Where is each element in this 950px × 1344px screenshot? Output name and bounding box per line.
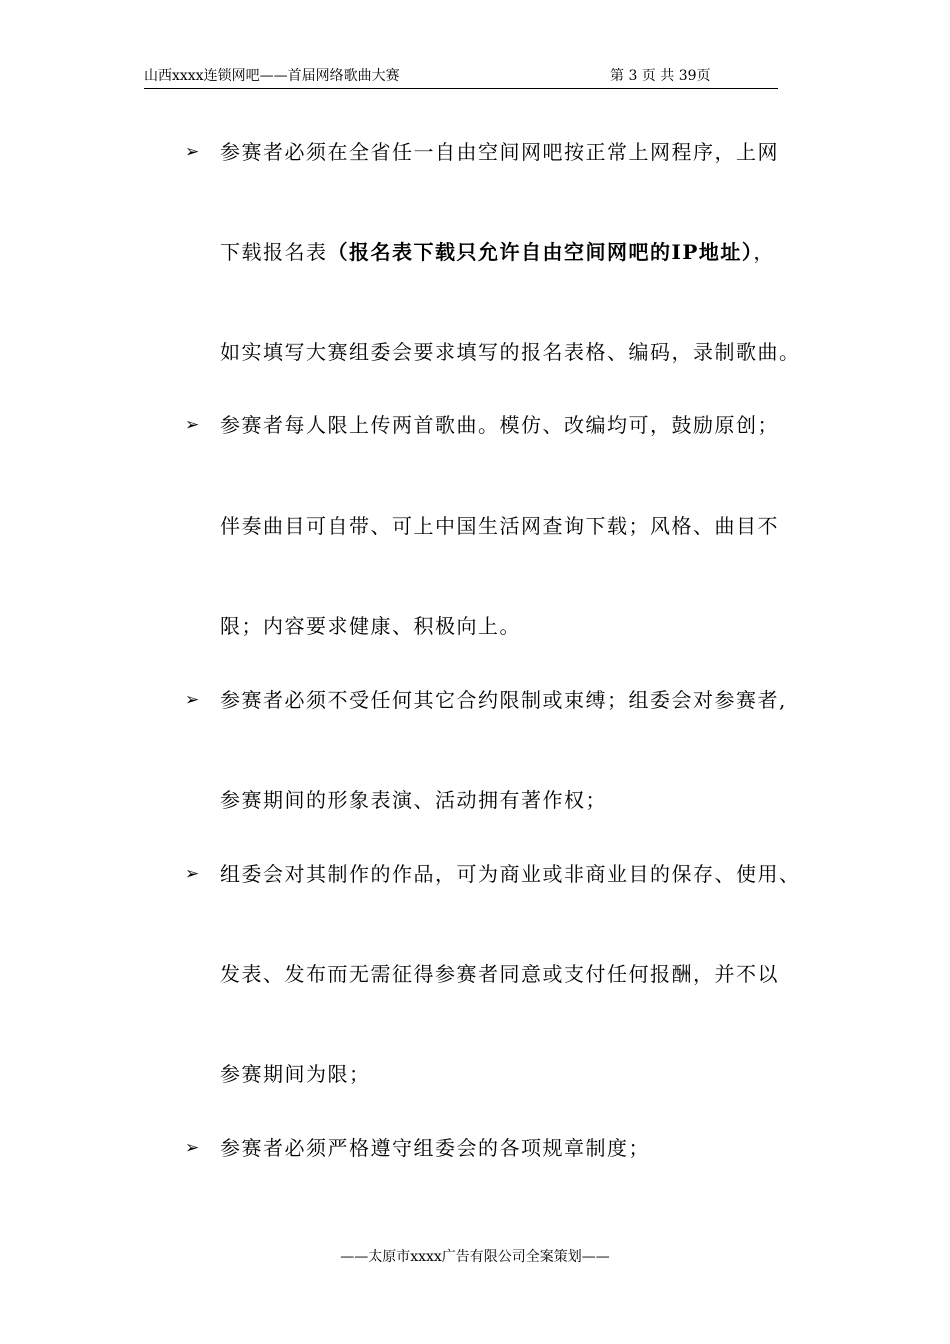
header-page-number: 第 3 页 共 39页 <box>610 68 711 84</box>
bullet-2-line-1: 参赛者每人限上传两首歌曲。模仿、改编均可，鼓励原创； <box>220 413 779 437</box>
bullet-1-line-2-end: ， <box>753 240 775 264</box>
bullet-arrow-icon: ➢ <box>185 142 200 162</box>
bullet-1-line-2-text: 下载报名表 <box>220 240 328 264</box>
page-footer: ——太原市xxxx广告有限公司全案策划—— <box>340 1249 610 1265</box>
header-title: 山西xxxx连锁网吧——首届网络歌曲大赛 <box>144 68 400 84</box>
bullet-2-line-3: 限；内容要求健康、积极向上。 <box>220 614 521 638</box>
bullet-arrow-icon: ➢ <box>185 415 200 435</box>
page-header <box>144 64 778 89</box>
bullet-3-line-2: 参赛期间的形象表演、活动拥有著作权； <box>220 788 607 812</box>
bullet-2-line-2: 伴奏曲目可自带、可上中国生活网查询下载；风格、曲目不 <box>220 514 779 538</box>
bullet-4-line-2: 发表、发布而无需征得参赛者同意或支付任何报酬，并不以 <box>220 962 779 986</box>
bullet-1-line-1: 参赛者必须在全省任一自由空间网吧按正常上网程序，上网 <box>220 140 779 164</box>
bullet-4-line-1: 组委会对其制作的作品，可为商业或非商业目的保存、使用、 <box>220 862 801 886</box>
bullet-1-line-2 <box>220 238 775 266</box>
bullet-1-line-2-bold-note: （报名表下载只允许自由空间网吧的IP地址） <box>327 240 754 264</box>
bullet-1-line-3: 如实填写大赛组委会要求填写的报名表格、编码，录制歌曲。 <box>220 340 801 364</box>
bullet-arrow-icon: ➢ <box>185 690 200 710</box>
bullet-4-line-3: 参赛期间为限； <box>220 1062 371 1086</box>
bullet-arrow-icon: ➢ <box>185 864 200 884</box>
bullet-arrow-icon: ➢ <box>185 1138 200 1158</box>
bullet-5-line-1: 参赛者必须严格遵守组委会的各项规章制度； <box>220 1136 650 1160</box>
bullet-3-line-1: 参赛者必须不受任何其它合约限制或束缚；组委会对参赛者, <box>220 688 787 712</box>
